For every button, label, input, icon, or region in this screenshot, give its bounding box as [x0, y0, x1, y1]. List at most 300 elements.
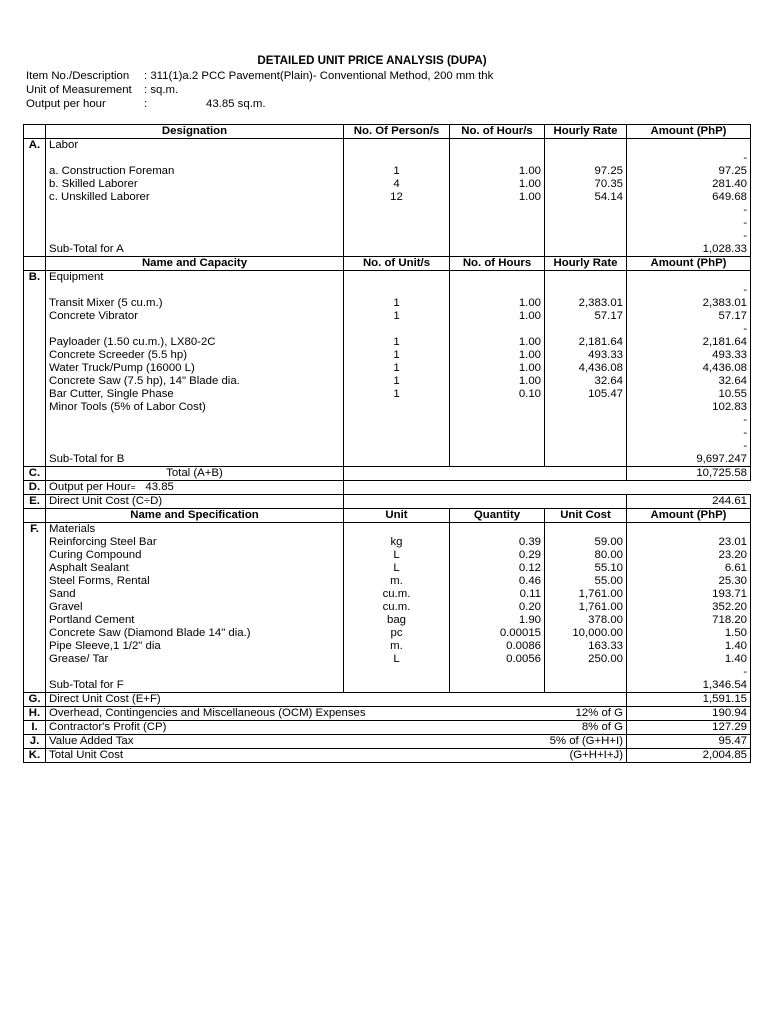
empty-cell	[344, 481, 751, 495]
labor-item-rate	[545, 204, 627, 217]
materials-item-name: Pipe Sleeve,1 1/2" dia	[46, 640, 344, 653]
equipment-item-rate: 2,383.01	[545, 297, 627, 310]
summary-label: Total Unit Cost	[46, 749, 545, 763]
equipment-item-name	[46, 427, 344, 440]
equipment-item-name: Concrete Vibrator	[46, 310, 344, 323]
item-label: Item No./Description	[26, 70, 130, 82]
labor-item-quantity	[450, 152, 545, 165]
equipment-column-header: No. of Unit/s	[344, 257, 450, 271]
output-per-hour-value: 43.85	[145, 481, 174, 493]
equipment-table-row	[24, 284, 751, 297]
materials-table-row	[24, 601, 751, 614]
equipment-item-name: Bar Cutter, Single Phase	[46, 388, 344, 401]
labor-item-rate	[545, 152, 627, 165]
materials-item-count: L	[344, 653, 450, 666]
materials-item-name: Curing Compound	[46, 549, 344, 562]
letter-spacer	[24, 614, 46, 627]
materials-item-name: Reinforcing Steel Bar	[46, 536, 344, 549]
equipment-item-count	[344, 427, 450, 440]
empty-cell	[627, 139, 751, 153]
labor-table-row	[24, 191, 751, 204]
equipment-item-rate	[545, 284, 627, 297]
labor-table-row	[24, 230, 751, 243]
equipment-item-amount: 2,383.01	[627, 297, 751, 310]
materials-item-name: Sand	[46, 588, 344, 601]
equipment-item-quantity: 1.00	[450, 362, 545, 375]
labor-item-name	[46, 152, 344, 165]
materials-item-count: L	[344, 562, 450, 575]
equipment-item-rate	[545, 440, 627, 453]
equipment-item-quantity: 1.00	[450, 375, 545, 388]
letter-spacer	[24, 640, 46, 653]
materials-table-row	[24, 640, 751, 653]
letter-spacer	[24, 666, 46, 679]
equipment-item-count: 1	[344, 349, 450, 362]
section-letter: F.	[24, 523, 46, 537]
summary-row	[24, 749, 751, 763]
equipment-item-name: Concrete Saw (7.5 hp), 14" Blade dia.	[46, 375, 344, 388]
equipment-item-name: Concrete Screeder (5.5 hp)	[46, 349, 344, 362]
equipment-column-header: Amount (PhP)	[627, 257, 751, 271]
item-value: : 311(1)a.2 PCC Pavement(Plain)- Conventional Method, 200 mm thk	[144, 70, 494, 82]
labor-column-header: No. of Hour/s	[450, 125, 545, 139]
empty-cell	[627, 271, 751, 285]
materials-item-amount: 1.40	[627, 640, 751, 653]
labor-item-rate: 54.14	[545, 191, 627, 204]
labor-subtotal-value: 1,028.33	[627, 243, 751, 257]
letter-spacer	[24, 349, 46, 362]
labor-item-rate	[545, 230, 627, 243]
materials-item-amount: 193.71	[627, 588, 751, 601]
labor-item-count	[344, 152, 450, 165]
labor-column-header: Designation	[46, 125, 344, 139]
summary-label: Overhead, Contingencies and Miscellaneous (OCM) Expenses	[46, 707, 545, 721]
letter-spacer	[24, 588, 46, 601]
equipment-table-row	[24, 323, 751, 336]
materials-item-name: Asphalt Sealant	[46, 562, 344, 575]
materials-item-name: Steel Forms, Rental	[46, 575, 344, 588]
equipment-table-row	[24, 310, 751, 323]
summary-basis: 5% of (G+H+I)	[545, 735, 627, 749]
letter-spacer	[24, 679, 46, 693]
equipment-item-count	[344, 440, 450, 453]
equipment-item-count	[344, 414, 450, 427]
labor-item-amount: -	[627, 230, 751, 243]
total-c-row	[24, 467, 751, 481]
equipment-table-row	[24, 349, 751, 362]
direct-unit-cost-label: Direct Unit Cost (C÷D)	[46, 495, 344, 509]
letter-spacer	[24, 653, 46, 666]
letter-spacer	[24, 165, 46, 178]
materials-table-row	[24, 575, 751, 588]
summary-basis: (G+H+I+J)	[545, 749, 627, 763]
equipment-item-count: 1	[344, 297, 450, 310]
materials-column-header: Amount (PhP)	[627, 509, 751, 523]
letter-spacer	[24, 297, 46, 310]
equipment-item-count: 1	[344, 310, 450, 323]
equipment-item-count: 1	[344, 362, 450, 375]
materials-item-count: cu.m.	[344, 588, 450, 601]
letter-spacer	[24, 323, 46, 336]
labor-item-rate	[545, 217, 627, 230]
letter-spacer	[24, 414, 46, 427]
labor-item-count	[344, 230, 450, 243]
equipment-item-name: Minor Tools (5% of Labor Cost)	[46, 401, 344, 414]
equipment-item-amount: -	[627, 284, 751, 297]
summary-amount: 127.29	[627, 721, 751, 735]
empty-cell	[344, 467, 627, 481]
summary-amount: 190.94	[627, 707, 751, 721]
labor-item-quantity	[450, 230, 545, 243]
materials-item-quantity: 0.29	[450, 549, 545, 562]
summary-amount: 2,004.85	[627, 749, 751, 763]
letter-spacer	[24, 509, 46, 523]
equipment-item-amount: -	[627, 440, 751, 453]
equipment-item-count: 1	[344, 388, 450, 401]
total-value: 10,725.58	[627, 467, 751, 481]
equipment-item-rate	[545, 414, 627, 427]
total-label: Total (A+B)	[46, 467, 344, 481]
materials-item-rate: 163.33	[545, 640, 627, 653]
materials-subtotal-row	[24, 679, 751, 693]
equipment-item-quantity: 1.00	[450, 310, 545, 323]
materials-item-name: Portland Cement	[46, 614, 344, 627]
empty-cell	[344, 243, 450, 257]
labor-item-quantity	[450, 204, 545, 217]
materials-table-row	[24, 549, 751, 562]
materials-item-count: L	[344, 549, 450, 562]
letter-spacer	[24, 257, 46, 271]
equipment-item-name: Transit Mixer (5 cu.m.)	[46, 297, 344, 310]
materials-item-count	[344, 666, 450, 679]
summary-basis: 12% of G	[545, 707, 627, 721]
materials-item-rate: 1,761.00	[545, 601, 627, 614]
materials-table-row	[24, 536, 751, 549]
equipment-table-row	[24, 297, 751, 310]
equipment-item-name	[46, 440, 344, 453]
materials-column-header: Unit Cost	[545, 509, 627, 523]
section-letter: H.	[24, 707, 46, 721]
materials-item-amount: 23.01	[627, 536, 751, 549]
equipment-item-name	[46, 323, 344, 336]
letter-spacer	[24, 601, 46, 614]
output-value: 43.85 sq.m.	[206, 98, 266, 110]
letter-spacer	[24, 453, 46, 467]
labor-item-amount: -	[627, 152, 751, 165]
section-letter: A.	[24, 139, 46, 153]
letter-spacer	[24, 284, 46, 297]
equipment-item-amount: 32.64	[627, 375, 751, 388]
materials-section-row	[24, 523, 751, 537]
equipment-column-header: Name and Capacity	[46, 257, 344, 271]
labor-item-rate: 97.25	[545, 165, 627, 178]
labor-item-rate: 70.35	[545, 178, 627, 191]
equipment-item-rate	[545, 401, 627, 414]
equipment-item-rate: 4,436.08	[545, 362, 627, 375]
labor-table-row	[24, 217, 751, 230]
materials-item-name: Concrete Saw (Diamond Blade 14" dia.)	[46, 627, 344, 640]
equipment-item-quantity	[450, 401, 545, 414]
section-letter: D.	[24, 481, 46, 495]
section-letter: E.	[24, 495, 46, 509]
letter-spacer	[24, 336, 46, 349]
letter-spacer	[24, 549, 46, 562]
equipment-item-count: 1	[344, 336, 450, 349]
letter-spacer	[24, 310, 46, 323]
equipment-item-amount: 2,181.64	[627, 336, 751, 349]
letter-spacer	[24, 152, 46, 165]
materials-item-rate: 55.10	[545, 562, 627, 575]
materials-item-quantity: 0.00015	[450, 627, 545, 640]
equipment-table-row	[24, 336, 751, 349]
materials-item-quantity: 0.20	[450, 601, 545, 614]
materials-item-rate	[545, 666, 627, 679]
equipment-item-rate: 493.33	[545, 349, 627, 362]
materials-item-count: m.	[344, 575, 450, 588]
equipment-item-amount: -	[627, 323, 751, 336]
labor-item-quantity: 1.00	[450, 191, 545, 204]
equipment-section-row	[24, 271, 751, 285]
letter-spacer	[24, 562, 46, 575]
materials-table-row	[24, 588, 751, 601]
materials-item-amount: 6.61	[627, 562, 751, 575]
labor-item-quantity: 1.00	[450, 165, 545, 178]
empty-cell	[344, 679, 450, 693]
equipment-item-quantity: 1.00	[450, 297, 545, 310]
equipment-table-row	[24, 440, 751, 453]
equipment-item-rate: 57.17	[545, 310, 627, 323]
equipment-item-quantity: 0.10	[450, 388, 545, 401]
materials-column-header: Unit	[344, 509, 450, 523]
equipment-item-name: Payloader (1.50 cu.m.), LX80-2C	[46, 336, 344, 349]
section-letter: I.	[24, 721, 46, 735]
equipment-item-name: Water Truck/Pump (16000 L)	[46, 362, 344, 375]
summary-amount: 1,591.15	[627, 693, 751, 707]
materials-item-count: pc	[344, 627, 450, 640]
labor-item-name	[46, 204, 344, 217]
empty-cell	[545, 679, 627, 693]
equipment-item-count	[344, 323, 450, 336]
empty-cell	[450, 453, 545, 467]
empty-cell	[450, 139, 545, 153]
labor-section-row	[24, 139, 751, 153]
equipment-table-row	[24, 362, 751, 375]
equipment-item-quantity: 1.00	[450, 349, 545, 362]
summary-label: Value Added Tax	[46, 735, 545, 749]
unit-value: : sq.m.	[144, 84, 179, 96]
empty-cell	[545, 243, 627, 257]
materials-item-quantity: 0.11	[450, 588, 545, 601]
materials-item-amount: 23.20	[627, 549, 751, 562]
labor-item-name	[46, 230, 344, 243]
equipment-item-amount: 10.55	[627, 388, 751, 401]
output-per-hour-cell	[46, 481, 344, 495]
section-letter: J.	[24, 735, 46, 749]
empty-cell	[545, 523, 627, 537]
empty-cell	[344, 139, 450, 153]
labor-item-amount: 97.25	[627, 165, 751, 178]
materials-item-count: kg	[344, 536, 450, 549]
letter-spacer	[24, 243, 46, 257]
materials-column-header: Name and Specification	[46, 509, 344, 523]
empty-cell	[450, 523, 545, 537]
labor-item-amount: 649.68	[627, 191, 751, 204]
equipment-subtotal-value: 9,697.247	[627, 453, 751, 467]
equipment-item-rate: 2,181.64	[545, 336, 627, 349]
labor-item-count	[344, 204, 450, 217]
equipment-header-row	[24, 257, 751, 271]
materials-table-row	[24, 562, 751, 575]
equipment-table-row	[24, 388, 751, 401]
materials-item-count: m.	[344, 640, 450, 653]
equipment-table-row	[24, 375, 751, 388]
materials-item-quantity: 0.39	[450, 536, 545, 549]
materials-item-name	[46, 666, 344, 679]
equipment-table-row	[24, 401, 751, 414]
labor-item-count: 1	[344, 165, 450, 178]
letter-spacer	[24, 125, 46, 139]
labor-table-row	[24, 204, 751, 217]
equipment-item-quantity: 1.00	[450, 336, 545, 349]
materials-section-title: Materials	[46, 523, 344, 537]
empty-cell	[450, 243, 545, 257]
materials-item-quantity: 0.0086	[450, 640, 545, 653]
empty-cell	[344, 523, 450, 537]
labor-item-name	[46, 217, 344, 230]
direct-unit-cost-e-row	[24, 495, 751, 509]
materials-table-row	[24, 653, 751, 666]
materials-item-amount: 1.50	[627, 627, 751, 640]
empty-cell	[344, 453, 450, 467]
equipment-item-amount: 102.83	[627, 401, 751, 414]
empty-cell	[344, 495, 627, 509]
labor-item-count	[344, 217, 450, 230]
labor-table-row	[24, 178, 751, 191]
dupa-table	[23, 124, 751, 763]
labor-column-header: Hourly Rate	[545, 125, 627, 139]
equipment-section-title: Equipment	[46, 271, 344, 285]
labor-header-row	[24, 125, 751, 139]
materials-item-quantity: 0.0056	[450, 653, 545, 666]
letter-spacer	[24, 536, 46, 549]
summary-amount: 95.47	[627, 735, 751, 749]
equipment-item-quantity	[450, 323, 545, 336]
materials-item-rate: 250.00	[545, 653, 627, 666]
output-d-row	[24, 481, 751, 495]
letter-spacer	[24, 627, 46, 640]
equipment-column-header: No. of Hours	[450, 257, 545, 271]
equipment-item-name	[46, 414, 344, 427]
labor-item-name: b. Skilled Laborer	[46, 178, 344, 191]
output-colon: :	[144, 98, 148, 110]
summary-row	[24, 721, 751, 735]
section-letter: B.	[24, 271, 46, 285]
materials-item-amount: -	[627, 666, 751, 679]
labor-table-row	[24, 152, 751, 165]
equipment-item-rate: 105.47	[545, 388, 627, 401]
summary-row	[24, 693, 751, 707]
materials-item-quantity	[450, 666, 545, 679]
equipment-item-amount: -	[627, 414, 751, 427]
materials-item-amount: 1.40	[627, 653, 751, 666]
equipment-item-count	[344, 284, 450, 297]
equipment-item-rate	[545, 323, 627, 336]
labor-subtotal-label: Sub-Total for A	[46, 243, 344, 257]
letter-spacer	[24, 217, 46, 230]
materials-item-rate: 10,000.00	[545, 627, 627, 640]
labor-item-count: 4	[344, 178, 450, 191]
labor-column-header: No. Of Person/s	[344, 125, 450, 139]
materials-item-rate: 55.00	[545, 575, 627, 588]
unit-label: Unit of Measurement	[26, 84, 132, 96]
labor-item-name: c. Unskilled Laborer	[46, 191, 344, 204]
labor-item-quantity: 1.00	[450, 178, 545, 191]
labor-item-amount: 281.40	[627, 178, 751, 191]
letter-spacer	[24, 575, 46, 588]
materials-item-quantity: 0.12	[450, 562, 545, 575]
equipment-item-quantity	[450, 427, 545, 440]
summary-row	[24, 707, 751, 721]
equipment-item-quantity	[450, 414, 545, 427]
materials-item-rate: 1,761.00	[545, 588, 627, 601]
equipment-table-row	[24, 414, 751, 427]
materials-item-quantity: 1.90	[450, 614, 545, 627]
equipment-column-header: Hourly Rate	[545, 257, 627, 271]
letter-spacer	[24, 427, 46, 440]
letter-spacer	[24, 362, 46, 375]
letter-spacer	[24, 230, 46, 243]
equipment-item-rate	[545, 427, 627, 440]
equipment-item-count	[344, 401, 450, 414]
letter-spacer	[24, 440, 46, 453]
materials-item-name: Gravel	[46, 601, 344, 614]
letter-spacer	[24, 375, 46, 388]
materials-table-row	[24, 627, 751, 640]
materials-header-row	[24, 509, 751, 523]
summary-basis	[545, 693, 627, 707]
summary-label: Contractor's Profit (CP)	[46, 721, 545, 735]
empty-cell	[344, 271, 450, 285]
empty-cell	[545, 139, 627, 153]
output-per-hour-label: Output per Hour	[49, 481, 131, 493]
materials-subtotal-value: 1,346.54	[627, 679, 751, 693]
equipment-item-quantity	[450, 284, 545, 297]
materials-item-rate: 80.00	[545, 549, 627, 562]
output-per-hour-equals: =	[130, 483, 136, 492]
materials-column-header: Quantity	[450, 509, 545, 523]
empty-cell	[627, 523, 751, 537]
materials-table-row	[24, 614, 751, 627]
empty-cell	[545, 453, 627, 467]
empty-cell	[450, 271, 545, 285]
labor-item-quantity	[450, 217, 545, 230]
materials-item-quantity: 0.46	[450, 575, 545, 588]
materials-item-amount: 25.30	[627, 575, 751, 588]
materials-item-count: cu.m.	[344, 601, 450, 614]
letter-spacer	[24, 191, 46, 204]
direct-unit-cost-value: 244.61	[627, 495, 751, 509]
summary-basis: 8% of G	[545, 721, 627, 735]
materials-item-rate: 378.00	[545, 614, 627, 627]
materials-item-count: bag	[344, 614, 450, 627]
letter-spacer	[24, 204, 46, 217]
letter-spacer	[24, 388, 46, 401]
output-label: Output per hour	[26, 98, 106, 110]
labor-table-row	[24, 165, 751, 178]
labor-item-amount: -	[627, 217, 751, 230]
equipment-item-name	[46, 284, 344, 297]
letter-spacer	[24, 401, 46, 414]
